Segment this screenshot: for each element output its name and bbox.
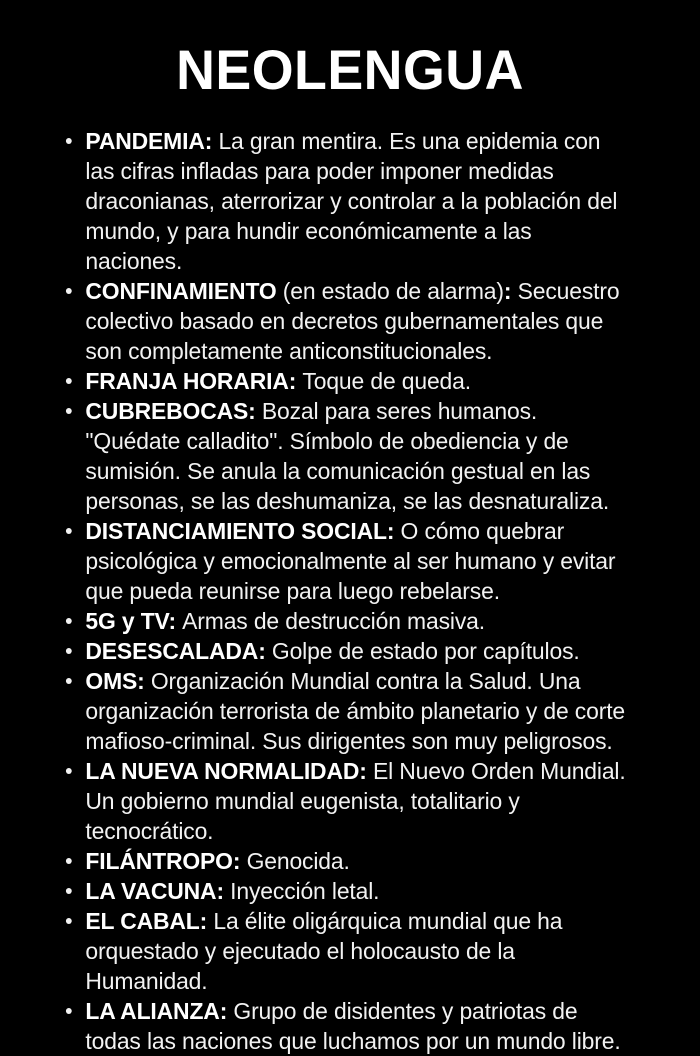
glossary-entry — [62, 396, 631, 516]
glossary-entry — [62, 876, 631, 906]
bullet-dot-icon — [66, 858, 72, 864]
glossary-term-qualifier: (en estado de alarma) — [276, 278, 504, 304]
glossary-term: DISTANCIAMIENTO SOCIAL — [85, 518, 387, 544]
glossary-separator: : — [248, 398, 262, 424]
bullet-dot-icon — [66, 408, 72, 414]
glossary-term: CUBREBOCAS — [85, 398, 249, 424]
glossary-separator: : — [503, 278, 518, 304]
glossary-definition: Organización Mundial contra la Salud. Una organización terrorista de ámbito planetario y de corte mafioso-criminal. Sus dirigentes son muy peligrosos. — [85, 668, 626, 754]
glossary-entry — [62, 276, 631, 366]
glossary-separator: : — [288, 368, 303, 394]
glossary-term: DESESCALADA — [85, 638, 259, 664]
glossary-separator: : — [168, 608, 183, 634]
bullet-dot-icon — [66, 618, 72, 624]
glossary-term: CONFINAMIENTO — [85, 278, 277, 304]
glossary-entry — [62, 846, 631, 876]
glossary-term: 5G y TV — [85, 608, 169, 634]
glossary-separator: : — [386, 518, 401, 544]
bullet-dot-icon — [66, 528, 72, 534]
glossary-definition: Bozal para seres humanos. "Quédate calladito". Símbolo de obediencia y de sumisión. Se anula la comunicación gestual en las personas, se las deshumaniza, se las desnaturaliza. — [85, 398, 610, 514]
bullet-dot-icon — [66, 1008, 72, 1014]
bullet-dot-icon — [66, 138, 72, 144]
bullet-dot-icon — [66, 678, 72, 684]
glossary-separator: : — [199, 908, 214, 934]
bullet-dot-icon — [66, 768, 72, 774]
glossary-term: LA ALIANZA — [85, 998, 220, 1024]
glossary-entry — [62, 126, 631, 276]
glossary-list — [0, 98, 700, 1056]
glossary-term: EL CABAL — [85, 908, 200, 934]
glossary-separator: : — [137, 668, 151, 694]
glossary-definition: La gran mentira. Es una epidemia con las cifras infladas para poder imponer medidas draconianas, aterrorizar y controlar a la población del mundo, y para hundir económicamente a las naciones. — [85, 128, 618, 274]
glossary-definition: O cómo quebrar psicológica y emocionalmente al ser humano y evitar que pueda reunirse para luego rebelarse. — [85, 518, 616, 604]
bullet-dot-icon — [66, 378, 72, 384]
glossary-separator: : — [232, 848, 247, 874]
glossary-definition: La élite oligárquica mundial que ha orquestado y ejecutado el holocausto de la Humanidad. — [85, 908, 563, 994]
glossary-separator: : — [258, 638, 272, 664]
bullet-dot-icon — [66, 888, 72, 894]
glossary-term: LA VACUNA — [85, 878, 217, 904]
page-title: NEOLENGUA — [176, 38, 524, 101]
glossary-term: FILÁNTROPO — [85, 848, 233, 874]
glossary-separator: : — [219, 998, 234, 1024]
glossary-entry — [62, 606, 631, 636]
glossary-definition: Toque de queda. — [302, 368, 471, 394]
glossary-term: PANDEMIA — [85, 128, 205, 154]
glossary-definition: Golpe de estado por capítulos. — [271, 638, 580, 664]
glossary-term: FRANJA HORARIA — [85, 368, 289, 394]
glossary-definition: Inyección letal. — [230, 878, 380, 904]
glossary-entry — [62, 666, 631, 756]
glossary-definition: Secuestro colectivo basado en decretos gubernamentales que son completamente anticonstitucionales. — [85, 278, 620, 364]
glossary-entry — [62, 996, 631, 1056]
glossary-entry — [62, 756, 631, 846]
glossary-definition: Grupo de disidentes y patriotas de todas las naciones que luchamos por un mundo libre. — [85, 998, 621, 1054]
glossary-definition: Armas de destrucción masiva. — [182, 608, 485, 634]
bullet-dot-icon — [66, 288, 72, 294]
glossary-entry — [62, 366, 631, 396]
glossary-definition: Genocida. — [246, 848, 350, 874]
bullet-dot-icon — [66, 648, 72, 654]
glossary-separator: : — [359, 758, 373, 784]
glossary-separator: : — [204, 128, 219, 154]
glossary-definition: El Nuevo Orden Mundial. Un gobierno mundial eugenista, totalitario y tecnocrático. — [85, 758, 626, 844]
bullet-dot-icon — [66, 918, 72, 924]
glossary-term: OMS — [85, 668, 138, 694]
glossary-term: LA NUEVA NORMALIDAD — [85, 758, 360, 784]
glossary-entry — [62, 636, 631, 666]
glossary-entry — [62, 906, 631, 996]
glossary-entry — [62, 516, 631, 606]
glossary-separator: : — [216, 878, 231, 904]
